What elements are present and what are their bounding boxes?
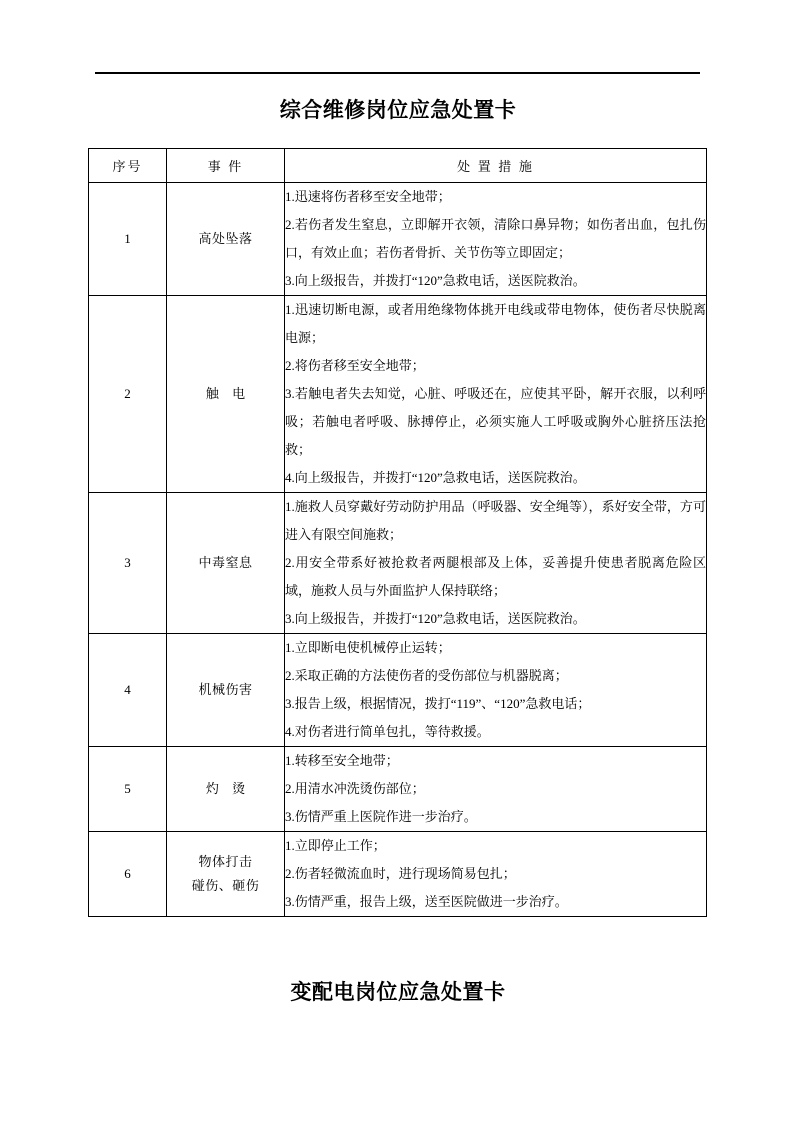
measure-item: 1.转移至安全地带； [285, 753, 399, 768]
measure-item: 1.迅速切断电源，或者用绝缘物体挑开电线或带电物体，使伤者尽快脱离电源； [285, 302, 706, 345]
row-measures [285, 296, 707, 493]
page-title-bottom: 变配电岗位应急处置卡 [290, 981, 506, 1004]
row-event-line: 高处坠落 [198, 231, 253, 246]
measure-item: 3.伤情严重，报告上级，送至医院做进一步治疗。 [285, 894, 568, 909]
measure-item: 2.伤者轻微流血时，进行现场简易包扎； [285, 866, 516, 881]
measure-item: 3.伤情严重上医院作进一步治疗。 [285, 809, 477, 824]
measure-item: 2.用清水冲洗烫伤部位； [285, 781, 425, 796]
row-event-line: 中毒窒息 [198, 555, 253, 570]
row-event [167, 493, 285, 634]
row-index: 5 [89, 747, 167, 832]
row-measures [285, 634, 707, 747]
row-event [167, 183, 285, 296]
measure-item: 2.用安全带系好被抢救者两腿根部及上体，妥善提升使患者脱离危险区域，施救人员与外面监护人保持联络； [285, 555, 706, 598]
row-event-line: 触 电 [205, 386, 251, 401]
row-event [167, 832, 285, 917]
row-event-line: 物体打击 [198, 854, 253, 869]
row-measures [285, 747, 707, 832]
measure-item: 1.施救人员穿戴好劳动防护用品（呼吸器、安全绳等），系好安全带，方可进入有限空间施救； [285, 499, 706, 542]
row-event-line: 碰伤、砸伤 [191, 878, 260, 893]
table-row [89, 634, 707, 747]
row-measures [285, 832, 707, 917]
header-divider-rule [95, 72, 700, 74]
table-row [89, 832, 707, 917]
column-header-no: 序号 [89, 149, 167, 183]
emergency-response-table [88, 148, 707, 917]
measure-item: 1.立即断电使机械停止运转； [285, 640, 451, 655]
measure-item: 1.迅速将伤者移至安全地带； [285, 189, 451, 204]
page-title-top: 综合维修岗位应急处置卡 [279, 99, 517, 122]
row-event-line: 机械伤害 [198, 682, 253, 697]
row-index: 2 [89, 296, 167, 493]
measure-item: 3.报告上级，根据情况，拨打“119”、“120”急救电话； [285, 696, 591, 711]
table-body [89, 183, 707, 917]
measure-item: 2.采取正确的方法使伤者的受伤部位与机器脱离； [285, 668, 568, 683]
measure-item: 4.对伤者进行简单包扎，等待救援。 [285, 724, 490, 739]
table-header-row [89, 149, 707, 183]
row-measures [285, 493, 707, 634]
row-event [167, 634, 285, 747]
row-index: 1 [89, 183, 167, 296]
table-row [89, 296, 707, 493]
row-event [167, 747, 285, 832]
measure-item: 3.向上级报告，并拨打“120”急救电话，送医院救治。 [285, 273, 586, 288]
measure-item: 1.立即停止工作； [285, 838, 386, 853]
measure-item: 3.若触电者失去知觉，心脏、呼吸还在，应使其平卧，解开衣服，以利呼吸；若触电者呼吸、脉搏停止，必须实施人工呼吸或胸外心脏挤压法抢救； [285, 386, 706, 457]
row-event-line: 灼 烫 [205, 781, 251, 796]
row-index: 6 [89, 832, 167, 917]
column-header-measures: 处 置 措 施 [285, 149, 707, 183]
measure-item: 2.若伤者发生窒息，立即解开衣领，清除口鼻异物；如伤者出血，包扎伤口，有效止血；若伤者骨折、关节伤等立即固定； [285, 217, 706, 260]
column-header-event: 事 件 [167, 149, 285, 183]
measure-item: 4.向上级报告，并拨打“120”急救电话，送医院救治。 [285, 470, 586, 485]
row-index: 4 [89, 634, 167, 747]
table-row [89, 747, 707, 832]
table-row [89, 183, 707, 296]
row-event [167, 296, 285, 493]
table-row [89, 493, 707, 634]
measure-item: 3.向上级报告，并拨打“120”急救电话，送医院救治。 [285, 611, 586, 626]
row-index: 3 [89, 493, 167, 634]
measure-item: 2.将伤者移至安全地带； [285, 358, 425, 373]
row-measures [285, 183, 707, 296]
